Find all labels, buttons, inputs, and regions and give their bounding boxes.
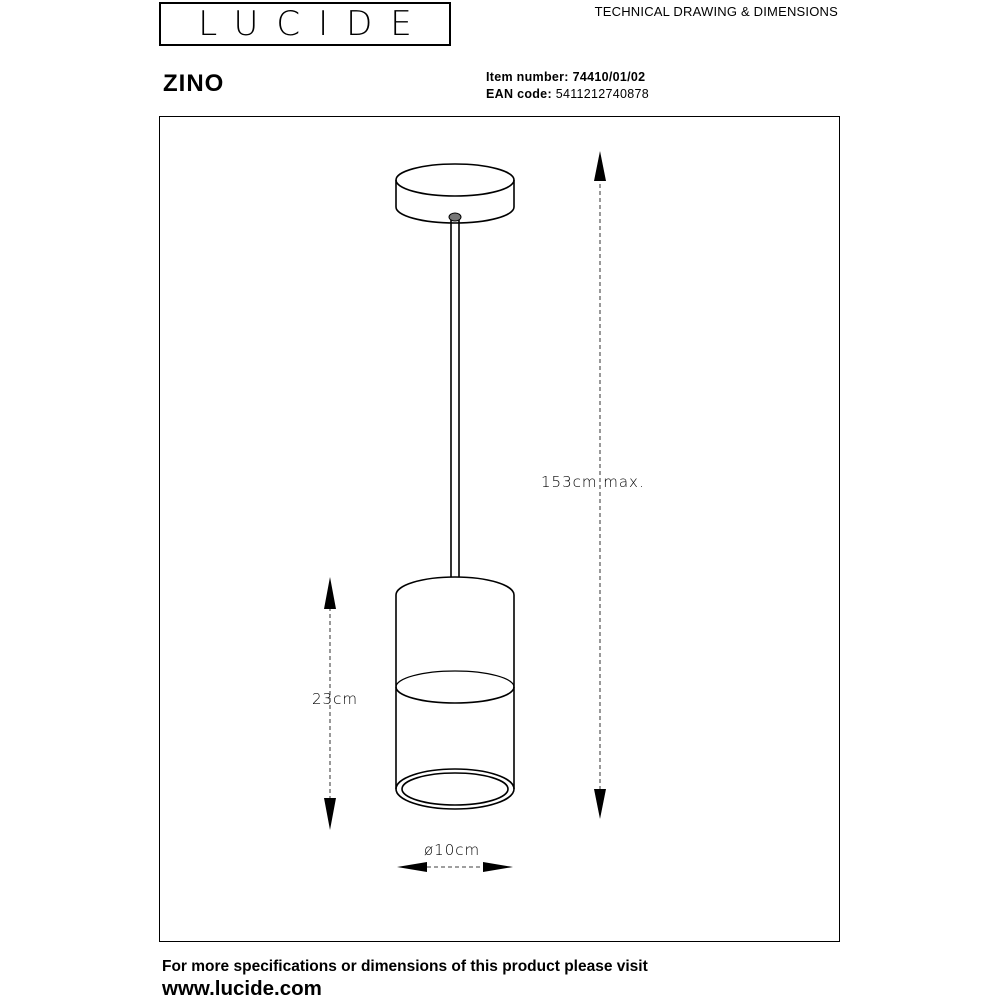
product-meta [486,69,649,103]
diameter-arrow [397,862,513,872]
suspension-rod [451,220,459,577]
pendant-shade [396,577,514,809]
ean-row [486,86,649,103]
diameter-label: ø10cm [424,841,481,859]
item-number-value: 74410/01/02 [572,70,646,84]
item-number-row [486,69,649,86]
cable-fixing [449,213,461,221]
technical-drawing [159,116,840,942]
shade-height-label: 23cm [312,690,358,708]
ean-value: 5411212740878 [555,87,650,101]
total-height-label: 153cm max. [541,473,645,491]
product-name: ZINO [163,70,225,97]
item-number-label: Item number: [486,70,569,84]
document-title: TECHNICAL DRAWING & DIMENSIONS [594,4,838,19]
ean-label: EAN code: [486,87,552,101]
website-link[interactable]: www.lucide.com [162,977,322,1000]
logo-text: LUCIDE [198,4,430,44]
brand-logo [159,2,451,46]
drawing-canvas [160,117,841,943]
footer-note: For more specifications or dimensions of this product please visit [162,958,648,975]
